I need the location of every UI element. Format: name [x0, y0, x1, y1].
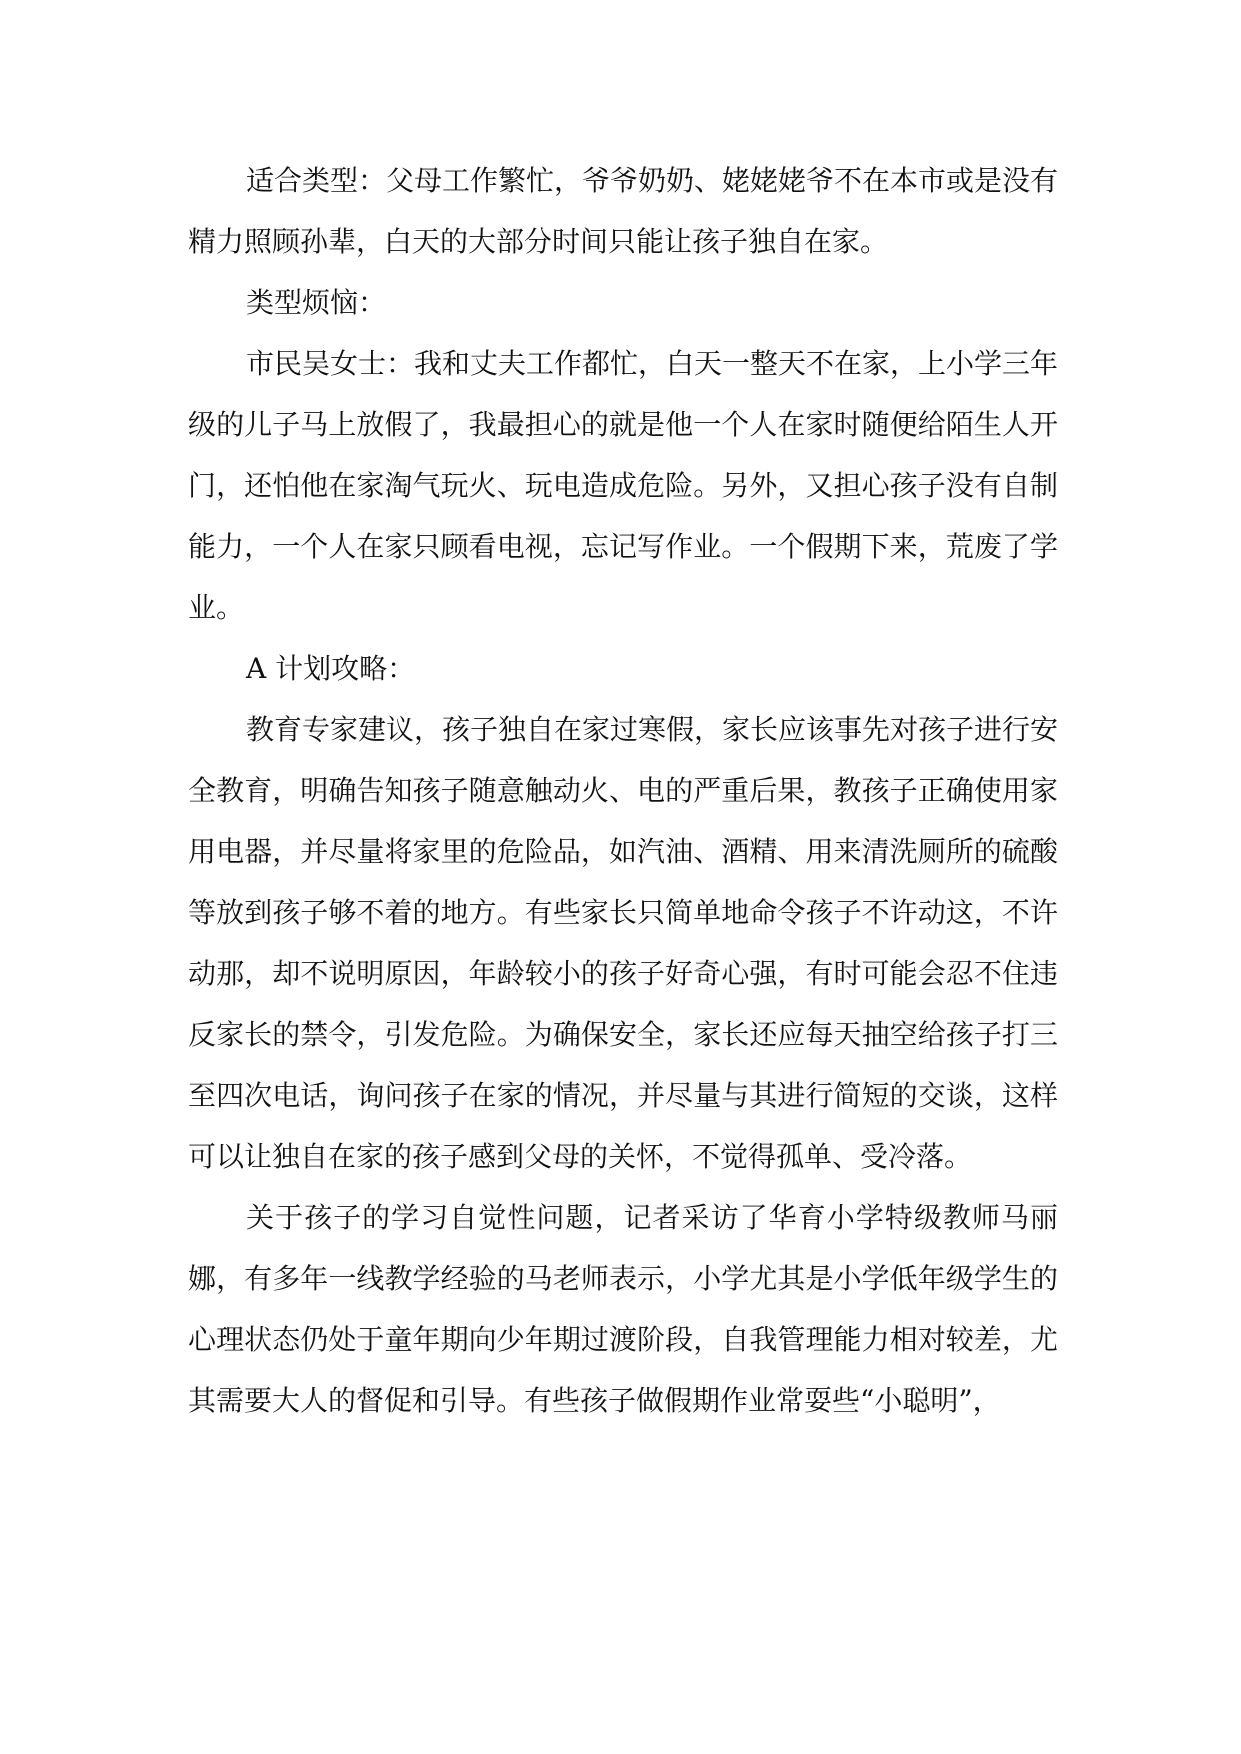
paragraph-plan-a-heading: A 计划攻略：	[246, 652, 416, 685]
paragraph-learning-autonomy: 关于孩子的学习自觉性问题，记者采访了华育小学特级教师马丽娜，有多年一线教学经验的马老师表示，小学尤其是小学低年级学生的心理状态仍处于童年期向少年期过渡阶段，自我管理能力相对较差，尤其需要大人的督促和引导。有些孩子做假期作业常耍些“小聪明”，	[188, 1201, 1058, 1417]
paragraph-suitable-type: 适合类型：父母工作繁忙，爷爷奶奶、姥姥姥爷不在本市或是没有精力照顾孙辈，白天的大部分时间只能让孩子独自在家。	[188, 164, 1059, 258]
body-text	[188, 150, 1058, 1431]
paragraph-citizen-wu: 市民吴女士：我和丈夫工作都忙，白天一整天不在家，上小学三年级的儿子马上放假了，我最担心的就是他一个人在家时随便给陌生人开门，还怕他在家淘气玩火、玩电造成危险。另外，又担心孩子没有自制能力，一个人在家只顾看电视，忘记写作业。一个假期下来，荒废了学业。	[188, 347, 1059, 624]
paragraph-type-worries-heading: 类型烦恼：	[246, 286, 387, 319]
paragraph-expert-advice: 教育专家建议，孩子独自在家过寒假，家长应该事先对孩子进行安全教育，明确告知孩子随意触动火、电的严重后果，教孩子正确使用家用电器，并尽量将家里的危险品，如汽油、酒精、用来清洗厕所的硫酸等放到孩子够不着的地方。有些家长只简单地命令孩子不许动这，不许动那，却不说明原因，年龄较小的孩子好奇心强，有时可能会忍不住违反家长的禁令，引发危险。为确保安全，家长还应每天抽空给孩子打三至四次电话，询问孩子在家的情况，并尽量与其进行简短的交谈，这样可以让独自在家的孩子感到父母的关怀，不觉得孤单、受冷落。	[188, 713, 1059, 1173]
